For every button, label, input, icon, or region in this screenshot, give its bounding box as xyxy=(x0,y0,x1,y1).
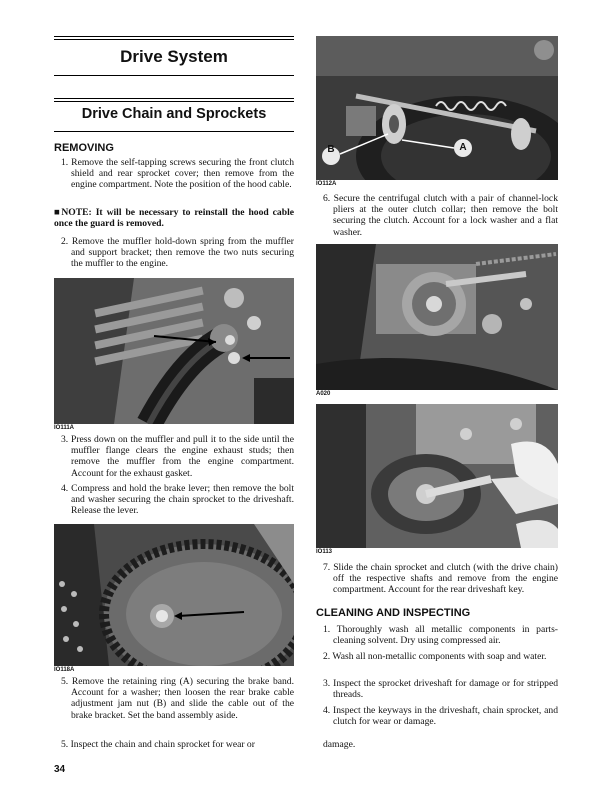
section-title: Drive Chain and Sprockets xyxy=(81,106,267,122)
title-rule-top xyxy=(54,36,294,37)
chain-sprocket-photo xyxy=(54,524,294,666)
removing-step-6: 6. Secure the centrifugal clutch with a pair of channel-lock pliers at the outer clutch collar; then remove the bolt securing the clutch. Account for a lock washer and a flat washer. xyxy=(323,193,558,238)
callout-label-b: B xyxy=(327,144,335,155)
cleaning-step-2: 2. Wash all non-metallic components with soap and water. xyxy=(323,651,547,662)
wrench-clutch-photo xyxy=(316,404,558,548)
removing-step-5: 5. Remove the retaining ring (A) securing the brake band. Account for a washer; then loosen the rear brake cable adjustment jam nut (B) and slide the cable out of the brake bracket. Set the band assembly aside. xyxy=(61,676,294,721)
cleaning-step-4: 4. Inspect the keyways in the driveshaft, chain sprocket, and clutch for wear or damage. xyxy=(323,705,558,728)
title-rule-bottom xyxy=(54,75,294,76)
page-number: 34 xyxy=(54,764,66,775)
removing-step-2: 2. Remove the muffler hold-down spring from the muffler and support bracket; then remove the two nuts securing the muffler to the engine. xyxy=(61,236,294,270)
muffler-photo xyxy=(54,278,294,424)
section-rule-top xyxy=(54,98,294,99)
chapter-title: Drive System xyxy=(120,47,228,66)
removing-step-4: 4. Compress and hold the brake lever; then remove the bolt and washer securing the chain sprocket to the driveshaft. Release the lever. xyxy=(61,483,294,517)
removing-heading: REMOVING xyxy=(54,142,114,154)
cleaning-step-5: 5. Inspect the chain and chain sprocket for wear or xyxy=(61,739,255,750)
clutch-photo xyxy=(316,244,558,390)
cleaning-heading: CLEANING AND INSPECTING xyxy=(316,607,471,619)
section-rule-top-2 xyxy=(54,101,294,102)
figure-code-io118a: IO118A xyxy=(54,667,75,673)
section-rule-bottom xyxy=(54,131,294,132)
title-rule-top-2 xyxy=(54,39,294,40)
cleaning-step-3: 3. Inspect the sprocket driveshaft for damage or for stripped threads. xyxy=(323,678,558,701)
brake-band-photo xyxy=(316,36,558,180)
figure-code-a020: A020 xyxy=(316,391,331,397)
hood-cable-note: ■NOTE: It will be necessary to reinstall the hood cable once the guard is removed. xyxy=(54,207,294,230)
figure-code-io113: IO113 xyxy=(316,549,333,555)
figure-code-io112a: IO112A xyxy=(316,181,337,187)
removing-step-1: 1. Remove the self-tapping screws securing the front clutch shield and rear sprocket cover; then remove from the engine compartment. Note the position of the hood cable. xyxy=(61,157,294,191)
removing-step-3: 3. Press down on the muffler and pull it to the side until the muffler flange clears the engine exhaust studs; then remove the muffler from the engine compartment. Account for the exhaust gasket. xyxy=(61,434,294,479)
removing-step-7: 7. Slide the chain sprocket and clutch (with the drive chain) off the respective shafts and remove from the engine compartment. Account for the rear driveshaft key. xyxy=(323,562,558,596)
figure-code-io111a: IO111A xyxy=(54,425,75,431)
callout-label-a: A xyxy=(459,142,467,153)
cleaning-step-5-continued: damage. xyxy=(323,739,356,750)
cleaning-step-1: 1. Thoroughly wash all metallic components in parts-cleaning solvent. Dry using compressed air. xyxy=(323,624,558,647)
